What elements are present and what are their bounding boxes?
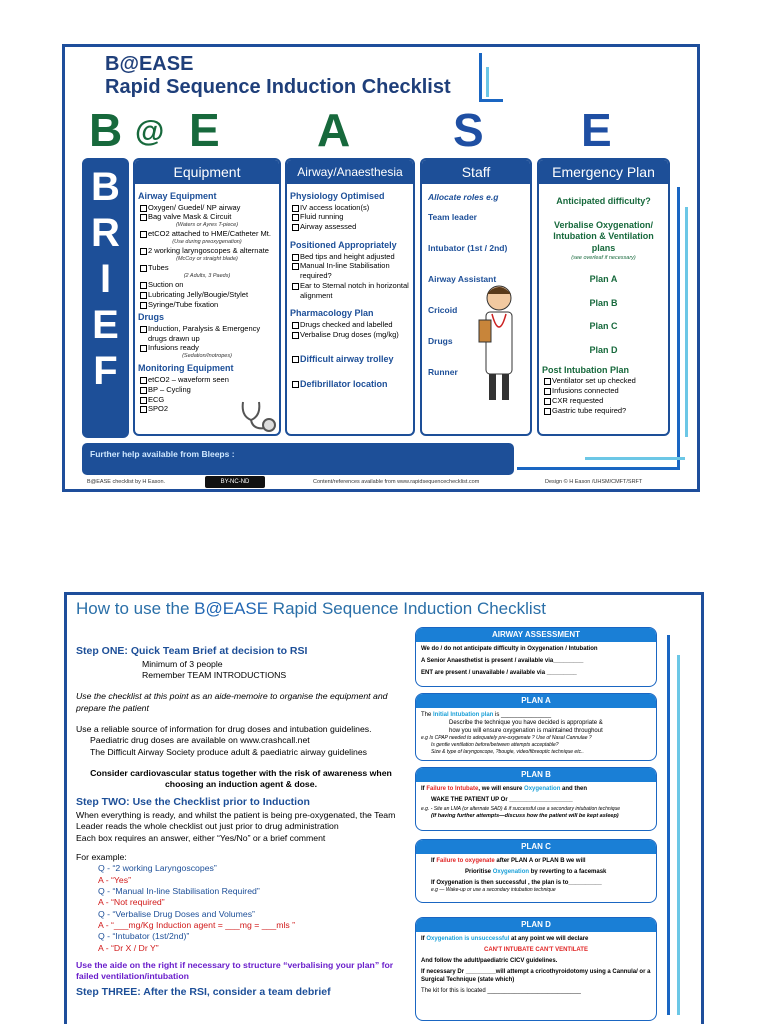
check-item[interactable]: Manual In-line Stabilisation required? — [290, 261, 410, 281]
big-letter-e2: E — [581, 104, 612, 156]
airway-equipment-title: Airway Equipment — [138, 191, 217, 201]
footer-content: Content/references available from www.rapidsequencechecklist.com — [313, 479, 480, 485]
check-item[interactable]: Suction on — [138, 280, 276, 290]
text-line: e.g — Wake-up or use a secondary intubation technique — [431, 887, 556, 894]
text-line: If Failure to Intubate, we will ensure Oxygenation and then — [421, 786, 588, 792]
note: (Waters or Ayres T-piece) — [175, 222, 239, 229]
anticipated-difficulty: Anticipated difficulty? — [556, 196, 651, 206]
emergency-header: Emergency Plan — [539, 160, 668, 184]
text-line: Paediatric drug doses are available on www.crashcall.net — [90, 735, 310, 746]
plan-a-box — [415, 693, 657, 761]
text-line: how you will ensure oxygenation is maintained throughout — [449, 728, 603, 735]
footer-design: Design © H Eason /UHSM/CMFT/SRFT — [545, 479, 643, 485]
check-item[interactable]: Lubricating Jelly/Bougie/Stylet — [138, 290, 276, 300]
example-answer: A - “___mg/Kg Induction agent = ___mg = ___mls ” — [98, 919, 296, 930]
staff-column — [420, 158, 532, 436]
check-item[interactable]: Bag valve Mask & Circuit — [138, 212, 276, 222]
brief-letter: I — [99, 257, 112, 301]
check-item[interactable]: Oxygen/ Guedel/ NP airway — [138, 203, 276, 213]
big-letter-at: @ — [135, 115, 165, 148]
deco-line — [677, 655, 680, 1015]
text-line: e.g Is CPAP needed to adequately pre-oxygenate ? Use of Nasal Cannulae ? — [421, 735, 592, 742]
logo-title: B@EASE — [105, 53, 194, 75]
bleeps-bar: Further help available from Bleeps : — [82, 443, 514, 475]
text-line: And follow the adult/paediatric CICV guidelines. — [421, 958, 558, 965]
text-line: ENT are present / unavailable / available via _________ — [421, 670, 577, 677]
text-line: When everything is ready, and whilst the patient is being pre-oxygenated, the Team Leader reads the whole checklist out just prior to drug administration — [76, 810, 396, 832]
instructions-page — [64, 592, 704, 1024]
plan-d-header: PLAN D — [416, 918, 656, 932]
big-letter-s: S — [453, 104, 484, 156]
airway-header: Airway/Anaesthesia — [287, 160, 413, 184]
text-line: If necessary Dr _________will attempt a cricothyroidotomy using a Cannula/ or a Surgical Technique (state which) — [421, 969, 651, 984]
check-item[interactable]: Gastric tube required? — [542, 406, 665, 416]
title-part: How to use the — [76, 599, 195, 618]
plan-b: Plan B — [589, 297, 618, 308]
staff-role: Cricoid — [428, 305, 458, 315]
check-item[interactable]: Tubes — [138, 263, 276, 273]
cc-license-badge: BY-NC-ND — [205, 476, 265, 488]
check-item[interactable]: Drugs checked and labelled — [290, 320, 410, 330]
defibrillator-check[interactable]: Defibrillator location — [290, 379, 410, 391]
use-aide-note: Use the aide on the right if necessary to structure “verbalising your plan” for failed ventilation/intubation — [76, 959, 394, 982]
difficult-airway-check[interactable]: Difficult airway trolley — [290, 354, 410, 366]
big-letter-e: E — [189, 104, 220, 156]
check-item[interactable]: IV access location(s) — [290, 203, 410, 213]
plan-a-header: PLAN A — [416, 694, 656, 708]
big-letter-a: A — [317, 104, 351, 156]
check-item[interactable]: SPO2 — [138, 404, 276, 414]
cicv-line: CAN'T INTUBATE CAN'T VENTILATE — [484, 947, 588, 954]
text-line: The Initial Intubation plan is _______________ — [421, 712, 552, 718]
note: (Sedation/Inotropes) — [182, 353, 232, 360]
staff-header: Staff — [422, 160, 530, 184]
deco-line — [685, 207, 688, 437]
title-part: Rapid Sequence Induction Checklist — [268, 599, 546, 618]
checklist-page — [62, 44, 700, 492]
example-question: Q - “Verbalise Drug Doses and Volumes” — [98, 908, 255, 919]
step-two-heading: Step TWO: Use the Checklist prior to Induction — [76, 796, 310, 809]
deco-line — [479, 99, 503, 102]
brief-letter: B — [91, 165, 120, 209]
staff-role: Intubator (1st / 2nd) — [428, 243, 508, 253]
stethoscope-icon — [239, 398, 279, 434]
example-question: Q - “2 working Laryngoscopes” — [98, 863, 217, 874]
plan-d-box — [415, 917, 657, 1021]
drugs-title: Drugs — [138, 312, 165, 323]
text-line: The kit for this is located ____________________________ — [421, 988, 581, 995]
check-item[interactable]: Induction, Paralysis & Emergency drugs drawn up — [138, 324, 276, 344]
check-item[interactable]: etCO2 – waveform seen — [138, 375, 276, 385]
text-line: Remember TEAM INTRODUCTIONS — [142, 669, 287, 680]
text-line: For example: — [76, 852, 127, 863]
check-item[interactable]: etCO2 attached to HME/Catheter Mt. — [138, 229, 276, 239]
staff-role: Runner — [428, 367, 458, 377]
brief-letter: F — [93, 349, 118, 393]
pharmacology-title: Pharmacology Plan — [290, 308, 374, 319]
plan-b-header: PLAN B — [416, 768, 656, 782]
post-intubation-title: Post Intubation Plan — [542, 364, 629, 375]
plan-a: Plan A — [589, 273, 618, 284]
plan-d: Plan D — [589, 344, 618, 355]
text-line: Use a reliable source of information for drug doses and intubation guidelines. — [76, 723, 372, 734]
staff-role: Team leader — [428, 212, 477, 222]
deco-line — [479, 53, 482, 101]
step-one-heading: Step ONE: Quick Team Brief at decision to RSI — [76, 645, 308, 657]
example-answer: A - “Dr X / Dr Y” — [98, 942, 159, 953]
brief-letter: E — [92, 303, 119, 347]
physiology-title: Physiology Optimised — [290, 191, 385, 201]
check-item[interactable]: Ear to Sternal notch in horizontal alignment — [290, 281, 410, 301]
example-answer: A - “Yes” — [98, 874, 131, 885]
text-line: e.g. - Site an LMA (or alternate SAD) & if successful use a secondary intubation technique — [421, 806, 621, 813]
positioned-title: Positioned Appropriately — [290, 239, 397, 250]
check-item[interactable]: CXR requested — [542, 396, 665, 406]
note: (McCoy or straight blade) — [176, 255, 238, 262]
example-question: Q - “Intubator (1st/2nd)” — [98, 931, 190, 942]
check-item[interactable]: Infusions ready — [138, 343, 276, 353]
title-highlight: B@EASE — [194, 599, 269, 618]
check-item[interactable]: BP – Cycling — [138, 385, 276, 395]
doctor-figure-icon — [474, 280, 524, 408]
deco-line — [585, 457, 685, 460]
check-item[interactable]: Bed tips and height adjusted — [290, 252, 410, 262]
staff-role: Drugs — [428, 336, 453, 346]
airway-assessment-box — [415, 627, 657, 687]
monitoring-title: Monitoring Equipment — [138, 363, 234, 374]
deco-line — [677, 187, 680, 469]
brief-bar — [82, 158, 129, 438]
plan-c-box — [415, 839, 657, 903]
example-answer: A - “Not required” — [98, 897, 165, 908]
text-line: The Difficult Airway Society produce adult & paediatric airway guidelines — [90, 746, 368, 757]
text-line: If Failure to oxygenate after PLAN A or PLAN B we will — [431, 858, 586, 864]
footer-author: B@EASE checklist by H Eason. — [87, 479, 166, 485]
airway-column — [285, 158, 415, 436]
staff-role: Airway Assistant — [428, 274, 497, 284]
checklist-title: Rapid Sequence Induction Checklist — [105, 76, 451, 98]
note: (Use during preoxygenation) — [172, 239, 242, 246]
note: (2 Adults, 3 Paeds) — [183, 272, 231, 279]
text-line: Size & type of laryngoscope, ?bougie, video/fibreoptic technique etc.. — [431, 748, 584, 755]
text-line: We do / do not anticipate difficulty in Oxygenation / Intubation — [421, 646, 598, 652]
step-three-heading: Step THREE: After the RSI, consider a team debrief — [76, 986, 331, 999]
text-line: WAKE THE PATIENT UP Or ___________________ — [431, 797, 573, 804]
text-line: Each box requires an answer, either “Yes/No” or a brief comment — [76, 832, 326, 843]
big-letter-b: B — [89, 104, 123, 156]
text-line: If Oxygenation is then successful , the plan is to__________ — [431, 880, 602, 887]
text-line: Use the checklist at this point as an aide-memoire to organise the equipment and prepare the patient — [76, 691, 388, 713]
brief-letter: R — [91, 211, 120, 255]
plan-b-box — [415, 767, 657, 831]
example-question: Q - “Manual In-line Stabilisation Required” — [98, 885, 260, 896]
text-line: Consider cardiovascular status together with the risk of awareness when choosing an induction agent & dose. — [90, 767, 392, 790]
verbalise-plans: Verbalise Oxygenation/ Intubation & Ventilation plans — [553, 219, 654, 254]
check-item[interactable]: Verbalise Drug doses (mg/kg) — [290, 330, 410, 340]
deco-line — [486, 67, 489, 97]
check-item[interactable]: Syringe/Tube fixation — [138, 300, 276, 310]
check-item[interactable]: ECG — [138, 395, 276, 405]
instructions-text — [76, 645, 406, 1000]
text-line: Minimum of 3 people — [142, 658, 223, 669]
check-item[interactable]: 2 working laryngoscopes & alternate — [138, 246, 276, 256]
emergency-column — [537, 158, 670, 436]
plan-c: Plan C — [589, 321, 618, 332]
deco-line — [517, 467, 680, 470]
text-line: Is gentle ventilation before/between attempts acceptable? — [431, 742, 559, 749]
staff-role: Allocate roles e.g — [428, 192, 499, 202]
deco-line — [667, 635, 670, 1015]
equipment-header: Equipment — [135, 160, 279, 184]
airway-assessment-header: AIRWAY ASSESSMENT — [416, 628, 656, 642]
page-title — [76, 599, 546, 619]
check-item[interactable]: Ventilator set up checked — [542, 376, 665, 386]
check-item[interactable]: Infusions connected — [542, 386, 665, 396]
text-line: A Senior Anaesthetist is present / available via_________ — [421, 658, 584, 665]
text-line: Describe the technique you have decided is appropriate & — [449, 720, 603, 727]
equipment-column — [133, 158, 281, 436]
plan-c-header: PLAN C — [416, 840, 656, 854]
text-line: (If having further attempts—discuss how the patient will be kept asleep) — [431, 812, 619, 819]
text-line: Prioritise Oxygenation by reverting to a facemask — [465, 869, 607, 876]
check-item[interactable]: Airway assessed — [290, 222, 410, 232]
text-line: If Oxygenation is unsuccessful at any point we will declare — [421, 936, 589, 942]
check-item[interactable]: Fluid running — [290, 212, 410, 222]
see-overleaf: (see overleaf if necessary) — [571, 254, 636, 261]
